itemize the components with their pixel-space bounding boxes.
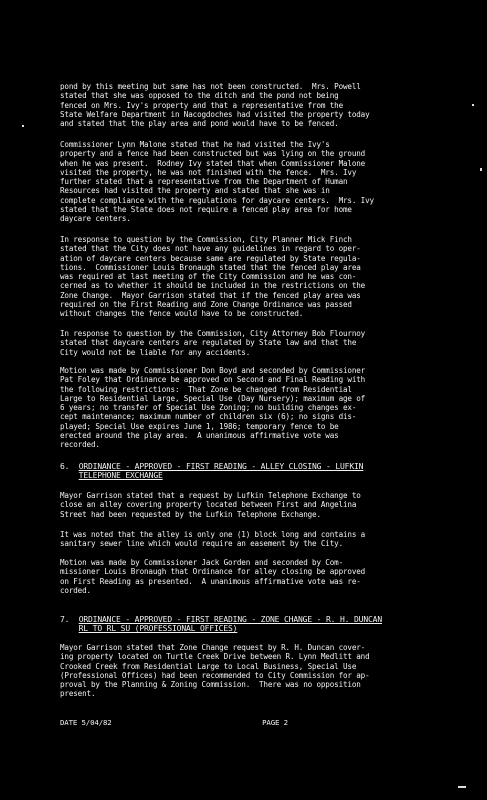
text-line: Commissioner Lynn Malone stated that he had visited the Ivy's [60,140,330,149]
text-line: cept maintenance; maximum number of children six (6); no signs dis- [60,412,357,422]
text-line: property and a fence had been constructed but was lying on the ground [60,149,366,159]
item-6-title-line-1 [60,462,460,471]
paragraph-motion-second-reading [60,366,460,450]
item-6-title: ORDINANCE - APPROVED - FIRST READING - ALLEY CLOSING - LUFKIN [78,462,364,471]
paragraph-malone-statement [60,140,460,224]
page-footer [60,718,460,727]
text-line: Resources had visited the property and stated that she was in [60,186,330,196]
text-line: (Professional Offices) had been recommended to City Commission for ap- [60,670,370,680]
scan-speck [472,104,474,106]
item-6-title-continued: TELEPHONE EXCHANGE [78,471,163,481]
text-line: stated that she was opposed to the ditch and the pond not being [60,91,339,101]
item-6-paragraph-request [60,491,460,519]
item-7-number: 7. [60,615,70,624]
text-line: City would not be liable for any accidents. [60,347,251,357]
text-line: Zone Change. Mayor Garrison stated that if the fenced play area was [60,290,361,300]
text-line: stated that the City does not have any guidelines in regard to oper- [60,244,361,254]
text-line: cerned as to whether it should be included in the restrictions on the [60,281,366,291]
footer-date: DATE 5/04/82 [60,718,112,727]
text-line: Motion was made by Commissioner Don Boyd and seconded by Commissioner [60,366,366,375]
text-line: present. [60,689,96,699]
item-7-paragraph-request [60,643,460,699]
text-line: tions. Commissioner Louis Bronaugh stated that the fenced play area [60,262,361,272]
item-6-number: 6. [60,462,70,471]
text-line: and stated that the play area and pond would have to be fenced. [60,119,339,129]
paragraph-attorney-response [60,329,460,357]
item-6-title-line-2 [60,471,460,480]
scan-speck [480,168,482,171]
paragraph-powell-statement [60,82,460,128]
item-7-title: ORDINANCE - APPROVED - FIRST READING - ZONE CHANGE - R. H. DUNCAN [78,615,383,624]
text-line: 6 years; no transfer of Special Use Zoning; no building changes ex- [60,403,357,413]
text-line: without changes the fence would have to be constructed. [60,309,304,319]
text-line: close an alley covering property located between First and Angelina [60,500,357,510]
text-line: erected around the play area. A unanimous affirmative vote was [60,431,339,441]
text-line: Mayor Garrison stated that a request by Lufkin Telephone Exchange to [60,491,361,500]
text-line: It was noted that the alley is only one (1) block long and contains a [60,530,366,539]
text-line: daycare centers. [60,214,131,224]
text-line: Large to Residential Large, Special Use (Day Nursery); maximum age of [60,393,366,403]
item-6-paragraph-alley-note [60,530,460,549]
item-6-paragraph-motion [60,558,460,595]
text-line: ing property located on Turtle Creek Drive between R. Lynn Medlitt and [60,652,370,662]
text-line: complete compliance with the regulations for daycare centers. Mrs. Ivy [60,195,374,205]
text-line: Pat Foley that Ordinance be approved on Second and Final Reading with [60,375,366,385]
text-line: stated that daycare centers are regulated by State law and that the [60,338,357,348]
text-line: missioner Louis Bronaugh that Ordinance for alley closing be approved [60,567,366,577]
text-line: further stated that a representative from the Department of Human [60,177,348,187]
scan-speck [458,786,466,788]
text-line: fenced on Mrs. Ivy's property and that a representative from the [60,100,343,110]
text-line: on First Reading as presented. A unanimous affirmative vote was re- [60,576,361,586]
text-line: In response to question by the Commission, City Planner Mick Finch [60,235,352,244]
scan-speck [22,125,24,127]
text-line: was required at last meeting of the City Commission and he was con- [60,272,357,282]
text-line: Street had been requested by the Lufkin Telephone Exchange. [60,509,321,519]
item-7-title-continued: RL TO RL SU (PROFESSIONAL OFFICES) [78,624,238,634]
text-line: pond by this meeting but same has not been constructed. Mrs. Powell [60,82,361,91]
text-line: sanitary sewer line which would require an easement by the City. [60,539,343,549]
text-line: when he was present. Rodney Ivy stated that when Commissioner Malone [60,158,366,168]
item-6-heading [60,462,460,481]
text-line: Mayor Garrison stated that Zone Change request by R. H. Duncan cover- [60,643,366,652]
paragraph-planner-response [60,235,460,319]
footer-line [60,718,460,727]
item-7-title-line-2 [60,624,460,633]
text-line: stated that the State does not require a fenced play area for home [60,205,352,215]
text-line: State Welfare Department in Nacogdoches had visited the property today [60,109,370,119]
text-line: ation of daycare centers because same are regulated by State regula- [60,253,361,263]
footer-page-number: PAGE 2 [262,718,288,727]
text-line: corded. [60,585,91,595]
text-line: played; Special Use expires June 1, 1986; temporary fence to be [60,421,339,431]
text-line: proval by the Planning & Zoning Commission. There was no opposition [60,680,361,690]
item-7-heading [60,615,460,634]
text-line: In response to question by the Commission, City Attorney Bob Flournoy [60,329,366,338]
text-line: Motion was made by Commissioner Jack Gorden and seconded by Com- [60,558,343,567]
text-line: the following restrictions: That Zone be changed from Residential [60,384,352,394]
text-line: required on the First Reading and Zone Change Ordinance was passed [60,300,352,310]
text-line: recorded. [60,440,100,450]
item-7-title-line-1 [60,615,460,624]
text-line: Crooked Creek from Residential Large to Local Business, Special Use [60,661,357,671]
text-line: visited the property, he was not finished with the fence. Mrs. Ivy [60,167,357,177]
